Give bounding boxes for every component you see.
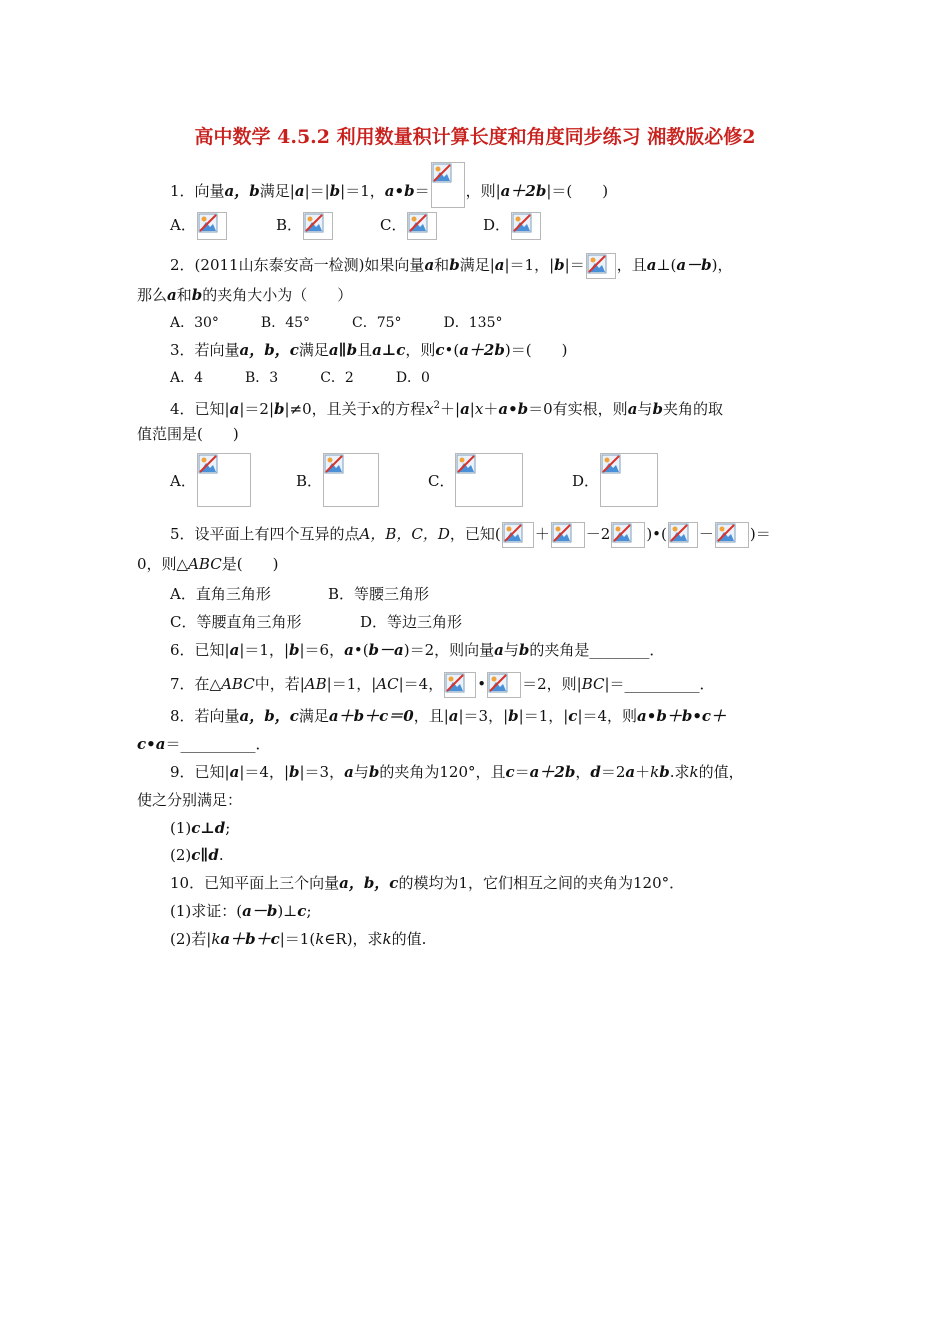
image-placeholder-icon	[444, 672, 476, 698]
question-1: 1．向量a，b满足|a|＝|b|＝1，a•b＝ ，则|a＋2b|＝( )	[170, 162, 608, 208]
q3-options: A．4 B．3 C．2 D．0	[170, 370, 430, 386]
question-9-part-1: (1)c⊥d;	[170, 819, 231, 837]
image-placeholder-icon	[511, 212, 541, 240]
q2-options: A．30° B．45° C．75° D．135°	[170, 315, 503, 331]
question-6: 6．已知|a|＝1，|b|＝6，a•(b－a)＝2，则向量a与b的夹角是________．	[170, 641, 665, 659]
image-placeholder-icon	[197, 453, 251, 507]
image-placeholder-icon	[303, 212, 333, 240]
page-title: 高中数学 4.5.2 利用数量积计算长度和角度同步练习 湘教版必修2	[194, 126, 756, 148]
question-5: 5．设平面上有四个互异的点A，B，C，D，已知( ＋ －2 )•( － )＝	[170, 522, 771, 548]
q5-option-b: B．等腰三角形	[328, 585, 430, 603]
question-4: 4．已知|a|＝2|b|≠0，且关于x的方程$x^2+|a|x+a•b=0$有实根，则a与b夹角的取	[170, 400, 723, 418]
image-placeholder-icon	[431, 162, 465, 208]
question-8: 8．若向量a，b，c满足a＋b＋c＝0，且|a|＝3，|b|＝1，|c|＝4，则a•b＋b•c＋	[170, 707, 727, 725]
question-10: 10．已知平面上三个向量a，b，c的模均为1，它们相互之间的夹角为120°．	[170, 874, 685, 892]
question-5-line-2: 0，则△ABC是( )	[137, 555, 279, 573]
question-9: 9．已知|a|＝4，|b|＝3，a与b的夹角为120°，且c＝a＋2b，d＝2a＋kb.求k的值，	[170, 763, 744, 781]
image-placeholder-icon	[600, 453, 658, 507]
question-10-part-1: (1)求证：(a－b)⊥c;	[170, 902, 312, 920]
q1-option-b: B．	[276, 212, 334, 240]
question-9-part-2: (2)c∥d.	[170, 846, 224, 864]
image-placeholder-icon	[715, 522, 749, 548]
q4-option-d: D．	[572, 453, 659, 507]
image-placeholder-icon	[323, 453, 379, 507]
q4-option-a: A．	[170, 453, 252, 507]
q4-option-c: C．	[428, 453, 524, 507]
question-3: 3．若向量a，b，c满足a∥b且a⊥c，则c•(a＋2b)＝( )	[170, 341, 568, 359]
question-9-line-2: 使之分别满足：	[137, 791, 243, 809]
question-10-part-2: (2)若|ka＋b＋c|＝1(k∈R)，求k的值.	[170, 930, 427, 948]
image-placeholder-icon	[611, 522, 645, 548]
question-4-line-2: 值范围是( )	[137, 425, 239, 443]
image-placeholder-icon	[586, 253, 616, 279]
q5-option-a: A．直角三角形	[170, 585, 271, 603]
image-placeholder-icon	[407, 212, 437, 240]
image-placeholder-icon	[487, 672, 521, 698]
image-placeholder-icon	[197, 212, 227, 240]
question-2: 2．(2011山东泰安高一检测)如果向量a和b满足|a|＝1，|b|＝ ，且a⊥(a－b)，	[170, 253, 733, 279]
image-placeholder-icon	[551, 522, 585, 548]
image-placeholder-icon	[455, 453, 523, 507]
image-placeholder-icon	[668, 522, 698, 548]
question-8-line-2: c•a＝__________．	[137, 735, 271, 753]
question-2-line-2: 那么a和b的夹角大小为（ ）	[137, 286, 353, 304]
q5-option-d: D．等边三角形	[360, 613, 463, 631]
question-7: 7．在△ABC中，若|AB|＝1，|AC|＝4， • ＝2，则|BC|＝__________．	[170, 672, 715, 698]
q1-option-a: A．	[170, 212, 228, 240]
image-placeholder-icon	[502, 522, 534, 548]
q1-option-d: D．	[483, 212, 542, 240]
q1-option-c: C．	[380, 212, 438, 240]
q5-option-c: C．等腰直角三角形	[170, 613, 302, 631]
q4-option-b: B．	[296, 453, 380, 507]
